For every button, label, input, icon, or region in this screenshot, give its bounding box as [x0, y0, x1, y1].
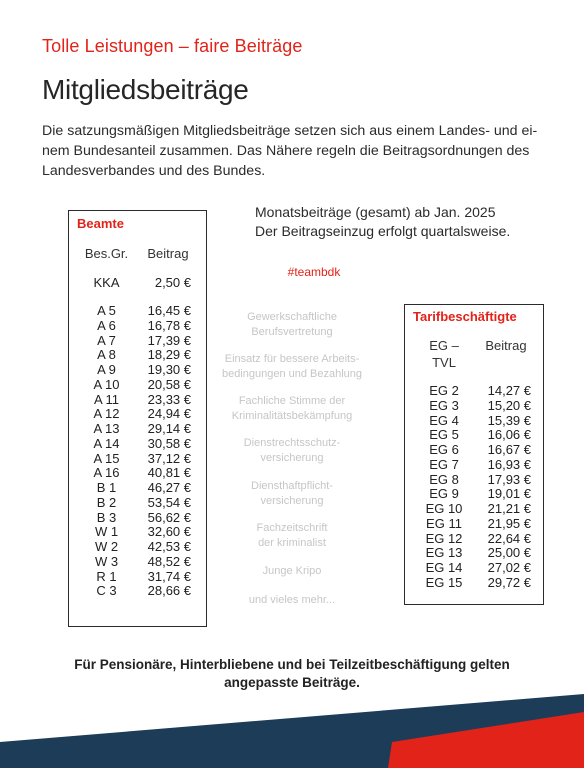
row-amount: 29,72 €	[487, 574, 531, 590]
monthly-info-line2: Der Beitragseinzug erfolgt quartalsweise.	[255, 223, 511, 239]
row-amount: 17,39 €	[147, 332, 191, 348]
row-amount: 25,00 €	[487, 545, 531, 561]
row-amount: 48,52 €	[147, 553, 191, 569]
row-amount: 53,54 €	[147, 494, 191, 510]
tarif-table-title: Tarifbeschäftigte	[413, 309, 517, 324]
row-amount: 2,50 €	[154, 275, 191, 290]
row-amount: 32,60 €	[147, 524, 191, 540]
row-group: EG 2	[429, 383, 459, 398]
beamte-col-amount-header: Beitrag	[147, 246, 189, 261]
row-group: EG 7	[429, 456, 459, 472]
row-amount: 17,93 €	[487, 471, 531, 487]
row-group: A 9	[97, 362, 116, 377]
row-group: A 16	[93, 465, 120, 481]
row-amount: 16,45 €	[147, 303, 191, 318]
row-group: EG 4	[429, 412, 459, 428]
row-amount: 31,74 €	[147, 568, 191, 584]
row-group: A 8	[97, 347, 116, 363]
benefit-line: versicherung	[260, 495, 324, 507]
row-amount: 20,58 €	[147, 376, 191, 392]
row-amount: 46,27 €	[147, 480, 191, 495]
row-group: EG 12	[425, 530, 463, 546]
row-group: KKA	[93, 275, 120, 290]
row-group: B 2	[96, 494, 117, 510]
row-group: EG 13	[425, 545, 463, 561]
row-amount: 37,12 €	[147, 450, 191, 466]
row-group: C 3	[96, 583, 117, 599]
beamte-col-group-header: Bes.Gr.	[84, 246, 129, 261]
section-kicker: Tolle Leistungen – faire Beiträge	[42, 36, 303, 56]
row-amount: 15,20 €	[487, 397, 531, 413]
intro-line: nem Bundesanteil zusammen. Das Nähere regeln die Beitragsordnungen des	[42, 143, 530, 159]
row-group: EG 5	[429, 427, 459, 443]
intro-line: Landesverbandes und des Bundes.	[42, 163, 266, 179]
row-amount: 21,21 €	[487, 501, 531, 516]
row-group: A 12	[93, 406, 120, 422]
row-amount: 22,64 €	[487, 530, 531, 546]
benefit-line: Fachliche Stimme der	[238, 395, 346, 407]
row-group: W 2	[94, 539, 119, 554]
benefit-line: Dienstrechtsschutz-	[243, 437, 341, 449]
row-amount: 16,67 €	[487, 442, 531, 457]
row-amount: 14,27 €	[487, 383, 531, 398]
benefit-line: Gewerkschaftliche	[247, 311, 337, 323]
row-amount: 23,33 €	[147, 391, 191, 407]
row-group: EG 11	[426, 515, 462, 531]
benefit-line: Junge Kripo	[262, 565, 322, 577]
benefit-line: der kriminalist	[258, 537, 326, 549]
monthly-info-line1: Monatsbeiträge (gesamt) ab Jan. 2025	[255, 204, 496, 220]
beamte-table-title: Beamte	[77, 216, 124, 231]
row-amount: 21,95 €	[487, 515, 531, 531]
row-amount: 30,58 €	[147, 435, 191, 451]
row-amount: 28,66 €	[147, 583, 191, 599]
row-group: R 1	[96, 568, 117, 584]
row-amount: 40,81 €	[147, 465, 191, 481]
row-amount: 56,62 €	[147, 509, 191, 525]
benefit-line: bedingungen und Bezahlung	[221, 368, 363, 380]
hashtag-text: #teambdk	[287, 265, 341, 279]
row-amount: 18,29 €	[147, 347, 191, 363]
benefit-line: versicherung	[260, 452, 324, 464]
row-amount: 19,01 €	[487, 486, 531, 502]
row-group: A 6	[97, 317, 116, 333]
footer-line: angepasste Beiträge.	[224, 675, 360, 690]
benefit-line: Berufsvertretung	[251, 326, 333, 338]
benefit-line: Kriminalitätsbekämpfung	[231, 410, 353, 422]
row-group: A 13	[93, 421, 120, 436]
row-amount: 16,06 €	[487, 427, 531, 443]
row-amount: 42,53 €	[147, 539, 191, 554]
row-group: A 10	[93, 376, 120, 392]
row-group: W 1	[94, 524, 119, 540]
row-group: EG 9	[429, 486, 459, 502]
row-group: A 14	[93, 435, 120, 451]
row-group: EG 6	[429, 442, 459, 457]
tarif-col-group-line: TVL	[432, 355, 456, 370]
row-group: A 11	[93, 391, 120, 407]
row-amount: 16,78 €	[147, 317, 191, 333]
row-group: EG 10	[425, 501, 463, 516]
page-title: Mitgliedsbeiträge	[42, 74, 249, 105]
intro-line: Die satzungsmäßigen Mitgliedsbeiträge setzen sich aus einem Landes- und ei-	[42, 123, 538, 139]
row-amount: 16,93 €	[487, 456, 531, 472]
footer-line: Für Pensionäre, Hinterbliebene und bei Teilzeitbeschäftigung gelten	[74, 657, 510, 672]
row-amount: 19,30 €	[147, 362, 191, 377]
row-group: EG 15	[425, 574, 463, 590]
row-group: B 1	[96, 480, 117, 495]
row-group: EG 8	[429, 471, 459, 487]
tarif-col-amount-header: Beitrag	[485, 338, 527, 353]
row-amount: 15,39 €	[487, 412, 531, 428]
row-group: A 15	[93, 450, 120, 466]
tarif-col-group-line: EG –	[429, 338, 459, 353]
row-amount: 27,02 €	[487, 560, 531, 575]
row-amount: 24,94 €	[147, 406, 191, 422]
row-group: B 3	[96, 509, 117, 525]
row-group: A 7	[97, 332, 116, 348]
benefit-line: Einsatz für bessere Arbeits-	[224, 353, 360, 365]
benefit-line: und vieles mehr...	[248, 594, 336, 606]
row-group: A 5	[97, 303, 116, 318]
benefit-line: Fachzeitschrift	[256, 522, 328, 534]
benefit-line: Diensthaftpflicht-	[251, 480, 333, 492]
row-group: W 3	[94, 553, 119, 569]
row-amount: 29,14 €	[147, 421, 191, 436]
row-group: EG 3	[429, 397, 459, 413]
row-group: EG 14	[425, 560, 463, 575]
